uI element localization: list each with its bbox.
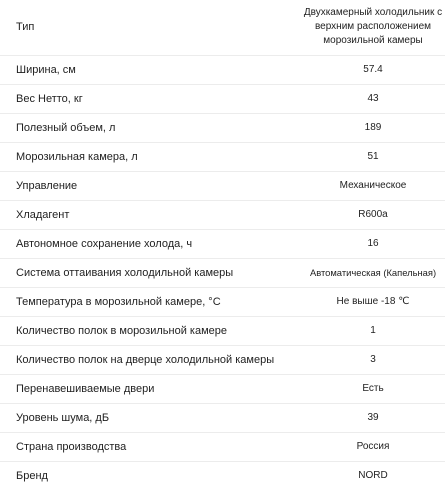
spec-value: Автоматическая (Капельная) bbox=[301, 258, 445, 287]
spec-value: 16 bbox=[301, 229, 445, 258]
spec-value: Россия bbox=[301, 432, 445, 461]
spec-row-freezer-temperature bbox=[0, 287, 445, 316]
spec-row-control bbox=[0, 171, 445, 200]
spec-value: Не выше -18 ℃ bbox=[301, 287, 445, 316]
spec-value: 43 bbox=[301, 84, 445, 113]
spec-row-defrost-system bbox=[0, 258, 445, 287]
spec-label: Морозильная камера, л bbox=[0, 142, 301, 171]
spec-row-noise-level bbox=[0, 403, 445, 432]
spec-value: NORD bbox=[358, 470, 388, 482]
spec-row-brand bbox=[0, 461, 445, 490]
spec-row-door-shelves bbox=[0, 345, 445, 374]
spec-value: 51 bbox=[301, 142, 445, 171]
spec-row-usable-volume bbox=[0, 113, 445, 142]
spec-label: Ширина, см bbox=[0, 55, 301, 84]
spec-row-freezer-shelves bbox=[0, 316, 445, 345]
spec-label: Страна производства bbox=[0, 432, 301, 461]
spec-row-reversible-doors bbox=[0, 374, 445, 403]
spec-value: 1 bbox=[301, 316, 445, 345]
spec-value: R600a bbox=[301, 200, 445, 229]
spec-value: Есть bbox=[301, 374, 445, 403]
spec-row-freezer-volume bbox=[0, 142, 445, 171]
spec-label: Количество полок в морозильной камере bbox=[0, 316, 301, 345]
spec-label: Количество полок на дверце холодильной камеры bbox=[0, 345, 301, 374]
spec-label: Уровень шума, дБ bbox=[0, 403, 301, 432]
spec-label: Система оттаивания холодильной камеры bbox=[0, 258, 301, 287]
spec-value: Двухкамерный холодильник с верхним расположением морозильной камеры bbox=[301, 0, 445, 55]
spec-label: Полезный объем, л bbox=[0, 113, 301, 142]
spec-label: Перенавешиваемые двери bbox=[0, 374, 301, 403]
spec-row-net-weight bbox=[0, 84, 445, 113]
spec-row-country bbox=[0, 432, 445, 461]
spec-row-refrigerant bbox=[0, 200, 445, 229]
spec-value: Механическое bbox=[301, 171, 445, 200]
spec-label: Тип bbox=[0, 0, 301, 55]
spec-label: Хладагент bbox=[0, 200, 301, 229]
spec-value: 39 bbox=[301, 403, 445, 432]
spec-row-width bbox=[0, 55, 445, 84]
spec-value: 189 bbox=[301, 113, 445, 142]
spec-row-autonomous-cold bbox=[0, 229, 445, 258]
spec-label: Управление bbox=[0, 171, 301, 200]
spec-label: Автономное сохранение холода, ч bbox=[0, 229, 301, 258]
spec-value: 57.4 bbox=[301, 55, 445, 84]
spec-row-type bbox=[0, 0, 445, 55]
spec-label: Вес Нетто, кг bbox=[0, 84, 301, 113]
spec-label: Бренд bbox=[16, 469, 48, 482]
spec-value: 3 bbox=[301, 345, 445, 374]
spec-label: Температура в морозильной камере, °С bbox=[0, 287, 301, 316]
